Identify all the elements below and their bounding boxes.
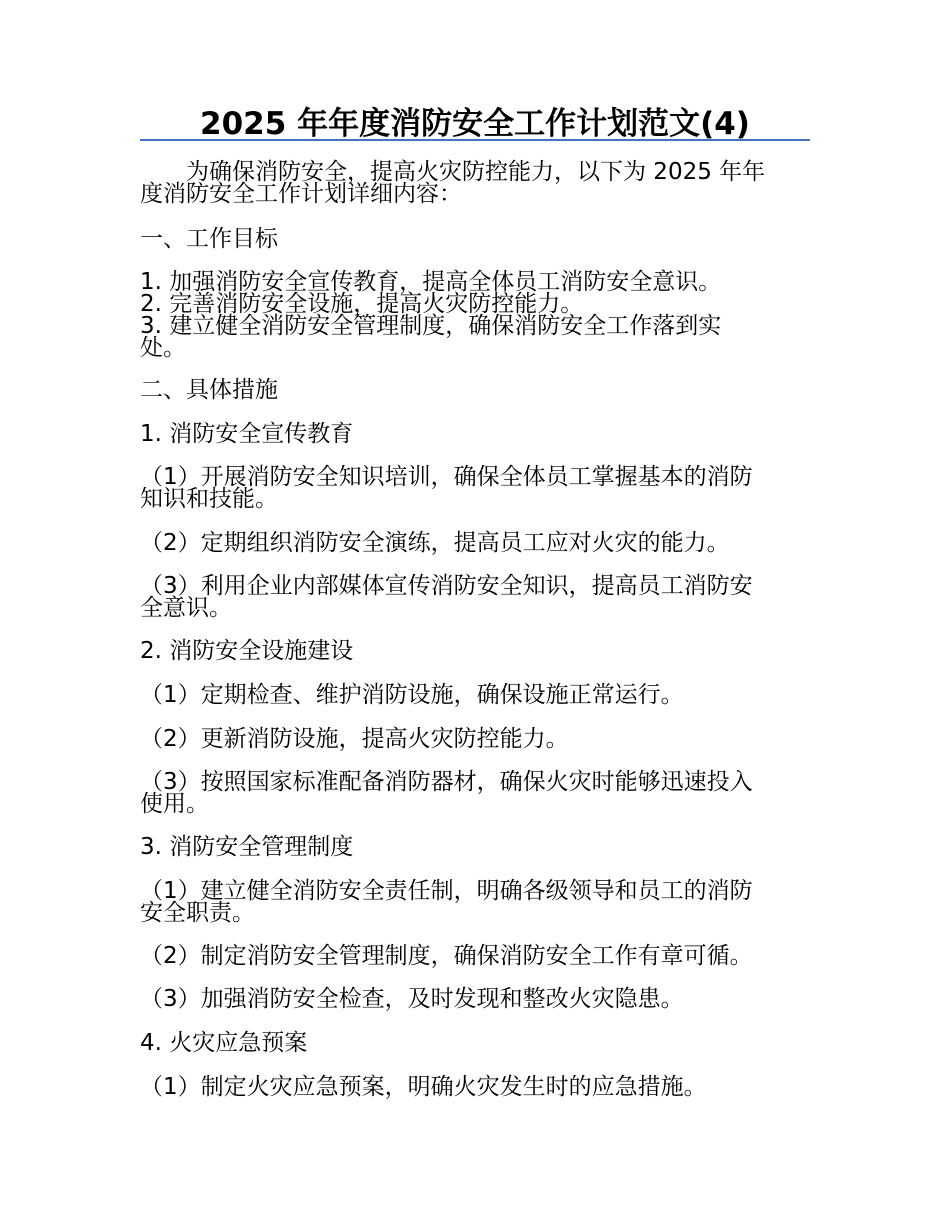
measure-line: （3）按照国家标准配备消防器材，确保火灾时能够迅速投入	[140, 769, 753, 795]
measure-line: 知识和技能。	[140, 486, 278, 512]
measure-paragraph	[140, 466, 805, 510]
section-heading: 二、具体措施	[140, 377, 278, 403]
measure-line: （1）建立健全消防安全责任制，明确各级领导和员工的消防	[140, 878, 753, 904]
measure-paragraph: （2）制定消防安全管理制度，确保消防安全工作有章可循。	[140, 943, 753, 969]
measure-paragraph: （3）加强消防安全检查，及时发现和整改火灾隐患。	[140, 986, 684, 1012]
goal-item-line: 3. 建立健全消防安全管理制度，确保消防安全工作落到实	[140, 313, 722, 339]
goal-item: 1. 加强消防安全宣传教育，提高全体员工消防安全意识。	[140, 269, 722, 295]
measure-line: 使用。	[140, 791, 209, 817]
goal-item: 2. 完善消防安全设施，提高火灾防控能力。	[140, 291, 584, 317]
goal-item-line: 处。	[140, 335, 186, 361]
measure-paragraph: （2）定期组织消防安全演练，提高员工应对火灾的能力。	[140, 530, 730, 556]
measure-line: （1）开展消防安全知识培训，确保全体员工掌握基本的消防	[140, 464, 753, 490]
measure-paragraph: （1）定期检查、维护消防设施，确保设施正常运行。	[140, 682, 684, 708]
section-heading: 一、工作目标	[140, 226, 278, 252]
subsection-heading: 1. 消防安全宣传教育	[140, 421, 354, 447]
subsection-heading: 4. 火灾应急预案	[140, 1030, 308, 1056]
measure-paragraph: （1）制定火灾应急预案，明确火灾发生时的应急措施。	[140, 1074, 707, 1100]
title-underline	[140, 139, 810, 141]
subsection-heading: 2. 消防安全设施建设	[140, 638, 354, 664]
document-title: 2025 年年度消防安全工作计划范文(4)	[200, 106, 750, 142]
measure-line: 全意识。	[140, 595, 232, 621]
measure-paragraph: （2）更新消防设施，提高火灾防控能力。	[140, 726, 569, 752]
intro-line: 度消防安全工作计划详细内容：	[140, 181, 462, 207]
measure-paragraph	[140, 771, 805, 815]
intro-line: 为确保消防安全，提高火灾防控能力，以下为 2025 年年	[140, 159, 766, 185]
measure-paragraph	[140, 880, 805, 924]
measure-line: （3）利用企业内部媒体宣传消防安全知识，提高员工消防安	[140, 573, 753, 599]
subsection-heading: 3. 消防安全管理制度	[140, 834, 354, 860]
intro-paragraph	[140, 161, 805, 205]
measure-line: 安全职责。	[140, 900, 255, 926]
measure-paragraph	[140, 575, 805, 619]
goal-item	[140, 315, 805, 359]
